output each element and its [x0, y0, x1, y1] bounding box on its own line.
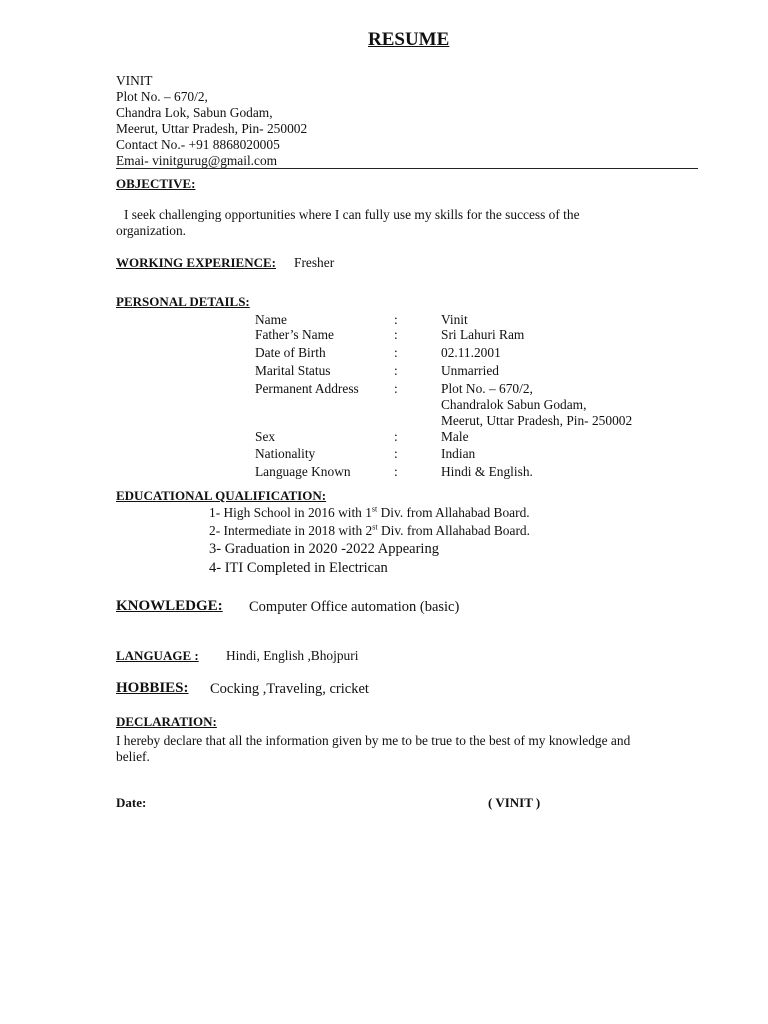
declaration-line1: I hereby declare that all the information given by me to be true to the best of my knowledge and: [116, 733, 631, 748]
personal-separator: :: [394, 381, 398, 396]
education-heading: EDUCATIONAL QUALIFICATION:: [116, 488, 327, 503]
personal-value-dob: 02.11.2001: [441, 345, 501, 360]
education-item-4: 4- ITI Completed in Electrican: [209, 560, 388, 576]
personal-value-language: Hindi & English.: [441, 464, 533, 479]
objective-line1: I seek challenging opportunities where I can fully use my skills for the success of the: [124, 207, 580, 222]
personal-value-father: Sri Lahuri Ram: [441, 327, 525, 342]
signature-name: ( VINIT ): [488, 795, 541, 810]
contact-name: VINIT: [116, 73, 153, 88]
experience-heading: WORKING EXPERIENCE:: [116, 255, 276, 270]
personal-value-marital: Unmarried: [441, 363, 500, 378]
personal-label-father: Father’s Name: [255, 327, 334, 342]
personal-value-address-line2: Chandralok Sabun Godam,: [441, 397, 587, 412]
personal-value-address-line3: Meerut, Uttar Pradesh, Pin- 250002: [441, 413, 633, 428]
personal-label-language: Language Known: [255, 464, 351, 479]
objective-heading: OBJECTIVE:: [116, 176, 196, 191]
page-title: RESUME: [368, 29, 450, 50]
education-item-2: 2- Intermediate in 2018 with 2st Div. from Allahabad Board.: [209, 522, 530, 538]
declaration-line2: belief.: [116, 749, 150, 764]
education-item-3: 3- Graduation in 2020 -2022 Appearing: [209, 541, 439, 557]
personal-details-heading: PERSONAL DETAILS:: [116, 294, 250, 309]
contact-phone: Contact No.- +91 8868020005: [116, 137, 280, 152]
header-divider: [116, 168, 698, 169]
personal-separator: :: [394, 464, 398, 479]
hobbies-heading: HOBBIES:: [116, 680, 189, 696]
contact-email: Emai- vinitgurug@gmail.com: [116, 153, 278, 168]
experience-value: Fresher: [294, 255, 335, 270]
personal-value-address-line1: Plot No. – 670/2,: [441, 381, 533, 396]
personal-separator: :: [394, 312, 398, 327]
personal-value-nationality: Indian: [441, 446, 476, 461]
education-item-1: 1- High School in 2016 with 1st Div. from Allahabad Board.: [209, 504, 530, 520]
hobbies-value: Cocking ,Traveling, cricket: [210, 681, 369, 697]
knowledge-value: Computer Office automation (basic): [249, 599, 460, 615]
contact-address-line1: Plot No. – 670/2,: [116, 89, 208, 104]
personal-label-marital: Marital Status: [255, 363, 331, 378]
declaration-heading: DECLARATION:: [116, 714, 217, 729]
contact-block: [116, 73, 307, 169]
personal-value-name: Vinit: [441, 312, 468, 327]
knowledge-heading: KNOWLEDGE:: [116, 598, 223, 614]
language-heading: LANGUAGE :: [116, 648, 199, 663]
personal-separator: :: [394, 429, 398, 444]
personal-value-sex: Male: [441, 429, 469, 444]
contact-address-line3: Meerut, Uttar Pradesh, Pin- 250002: [116, 121, 308, 136]
personal-separator: :: [394, 327, 398, 342]
personal-label-sex: Sex: [255, 429, 276, 444]
contact-address-line2: Chandra Lok, Sabun Godam,: [116, 105, 273, 120]
language-value: Hindi, English ,Bhojpuri: [226, 648, 359, 663]
personal-separator: :: [394, 363, 398, 378]
personal-label-nationality: Nationality: [255, 446, 316, 461]
personal-label-address: Permanent Address: [255, 381, 359, 396]
personal-label-name: Name: [255, 312, 287, 327]
objective-line2: organization.: [116, 223, 187, 238]
personal-separator: :: [394, 345, 398, 360]
personal-label-dob: Date of Birth: [255, 345, 326, 360]
personal-separator: :: [394, 446, 398, 461]
date-label: Date:: [116, 795, 147, 810]
